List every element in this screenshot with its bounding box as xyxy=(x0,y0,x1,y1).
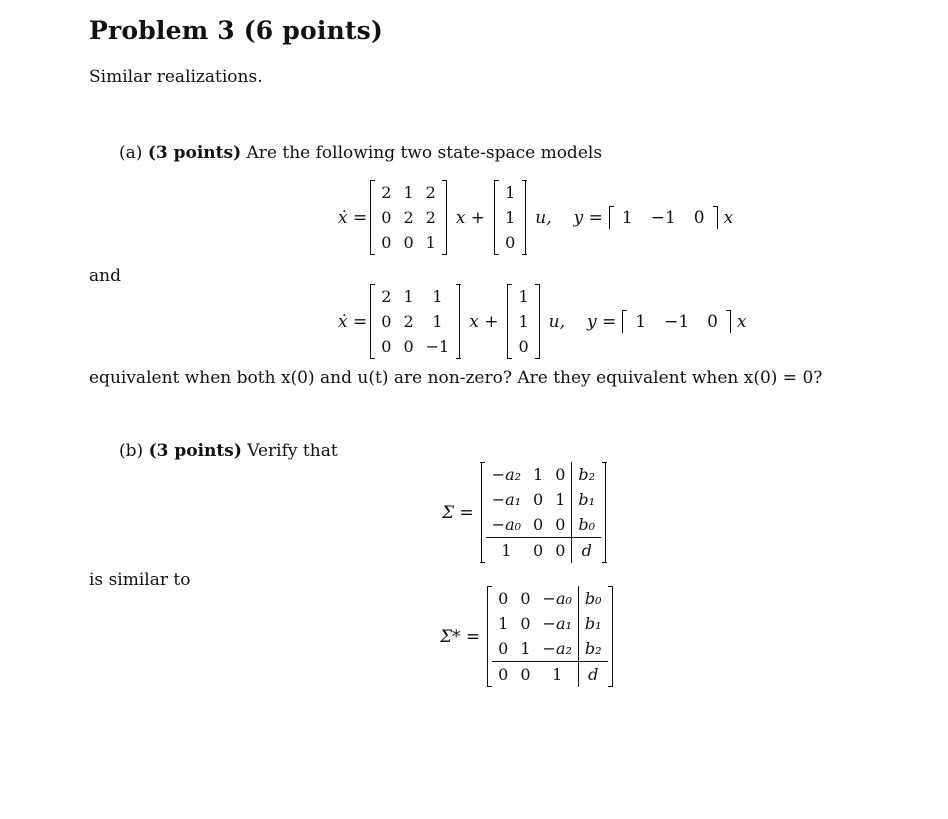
matrix-entry: b₂ xyxy=(584,639,602,658)
state-space-model-1 xyxy=(338,180,739,255)
matrix-entry: 0 xyxy=(518,337,529,356)
matrix-entry: b₁ xyxy=(584,614,602,633)
sigma-matrix xyxy=(481,462,606,563)
matrix-entry: d xyxy=(578,662,607,688)
model1-b-vector xyxy=(494,180,526,255)
matrix-entry: 1 xyxy=(621,207,633,228)
matrix-entry: 0 xyxy=(381,312,392,331)
matrix-entry: −1 xyxy=(664,311,690,332)
problem-subtitle: Similar realizations. xyxy=(89,67,263,87)
matrix-entry: 0 xyxy=(492,662,514,688)
matrix-entry: 0 xyxy=(498,589,509,608)
matrix-entry: 1 xyxy=(518,312,529,331)
matrix-entry: −a₀ xyxy=(537,586,579,611)
model2-b-vector xyxy=(507,284,539,359)
sigma-star-matrix xyxy=(487,586,612,687)
matrix-entry: −a₀ xyxy=(491,515,522,534)
model2-x-end: x xyxy=(737,311,747,332)
matrix-entry: 0 xyxy=(527,538,549,564)
matrix-entry: 1 xyxy=(403,287,414,306)
model1-a-matrix xyxy=(370,180,447,255)
matrix-entry: 0 xyxy=(498,639,509,658)
matrix-entry: 1 xyxy=(432,312,443,331)
matrix-entry: 1 xyxy=(432,287,443,306)
part-a-question: equivalent when both x(0) and u(t) are non-zero? Are they equivalent when x(0) = 0? xyxy=(89,368,823,388)
matrix-entry: 0 xyxy=(549,538,572,564)
model1-c-vector xyxy=(609,208,718,228)
model1-y-eq: y = xyxy=(573,207,603,228)
sigma-star-equation xyxy=(440,586,616,687)
matrix-entry: b₀ xyxy=(584,589,602,608)
matrix-entry: 1 xyxy=(498,614,509,633)
matrix-entry: 0 xyxy=(693,207,705,228)
matrix-entry: 0 xyxy=(533,490,544,509)
matrix-entry: 1 xyxy=(403,183,414,202)
model1-lhs: ẋ = xyxy=(338,207,368,228)
model1-x-end: x xyxy=(723,207,734,228)
part-a-connector: and xyxy=(89,266,121,286)
matrix-entry: 0 xyxy=(505,233,516,252)
sigma-lhs: Σ = xyxy=(442,502,474,523)
matrix-entry: 0 xyxy=(514,662,536,688)
matrix-entry: 1 xyxy=(635,311,647,332)
matrix-entry: 2 xyxy=(403,208,414,227)
matrix-entry: 1 xyxy=(533,465,544,484)
matrix-entry: b₂ xyxy=(578,465,596,484)
matrix-entry: 1 xyxy=(518,287,529,306)
matrix-entry: 2 xyxy=(403,312,414,331)
matrix-entry: 1 xyxy=(505,208,516,227)
matrix-entry: 1 xyxy=(549,487,572,512)
matrix-entry: 0 xyxy=(403,337,414,356)
matrix-entry: 2 xyxy=(381,287,392,306)
matrix-entry: 1 xyxy=(425,233,436,252)
part-b-connector: is similar to xyxy=(89,570,191,590)
part-a-points: (3 points) xyxy=(147,143,242,163)
sigma-star-lhs: Σ* = xyxy=(440,626,481,647)
matrix-entry: 0 xyxy=(707,311,718,332)
part-a-intro xyxy=(119,143,602,163)
matrix-entry: 2 xyxy=(425,208,436,227)
matrix-entry: 0 xyxy=(520,614,531,633)
matrix-entry: −a₂ xyxy=(537,636,579,662)
matrix-entry: b₁ xyxy=(578,490,596,509)
matrix-entry: 0 xyxy=(381,337,392,356)
part-b-text: Verify that xyxy=(247,441,338,461)
matrix-entry: 0 xyxy=(403,233,414,252)
matrix-entry: 1 xyxy=(505,183,516,202)
state-space-model-2 xyxy=(338,284,753,359)
matrix-entry: d xyxy=(572,538,601,564)
matrix-entry: 0 xyxy=(520,589,531,608)
matrix-entry: −a₁ xyxy=(491,490,522,509)
matrix-entry: 0 xyxy=(381,208,392,227)
matrix-entry: −1 xyxy=(425,337,450,356)
matrix-entry: b₀ xyxy=(578,515,596,534)
matrix-entry: 1 xyxy=(537,662,579,688)
model2-a-matrix xyxy=(370,284,460,359)
matrix-entry: 0 xyxy=(549,512,572,538)
matrix-entry: −a₁ xyxy=(537,611,579,636)
sigma-equation xyxy=(442,462,609,563)
part-b-label: (b) xyxy=(119,441,144,461)
matrix-entry: −1 xyxy=(650,207,676,228)
model2-x-plus: x + xyxy=(469,311,499,332)
matrix-entry: 2 xyxy=(381,183,392,202)
matrix-entry: −a₂ xyxy=(491,465,522,484)
part-b-points: (3 points) xyxy=(148,441,242,461)
model1-u: u, xyxy=(535,207,552,228)
problem-title: Problem 3 (6 points) xyxy=(89,16,383,45)
matrix-entry: 2 xyxy=(425,183,436,202)
matrix-entry: 0 xyxy=(533,515,544,534)
model2-c-vector xyxy=(622,312,731,332)
model2-lhs: ẋ = xyxy=(338,311,368,332)
model1-x-plus: x + xyxy=(455,207,486,228)
part-b-intro xyxy=(119,441,338,461)
model2-u: u, xyxy=(548,311,566,332)
matrix-entry: 0 xyxy=(381,233,392,252)
model2-y-eq: y = xyxy=(587,311,617,332)
part-a-label: (a) xyxy=(119,143,143,163)
matrix-entry: 1 xyxy=(520,639,531,658)
matrix-entry: 1 xyxy=(486,538,527,564)
part-a-text: Are the following two state-space models xyxy=(246,143,603,163)
matrix-entry: 0 xyxy=(549,462,572,487)
